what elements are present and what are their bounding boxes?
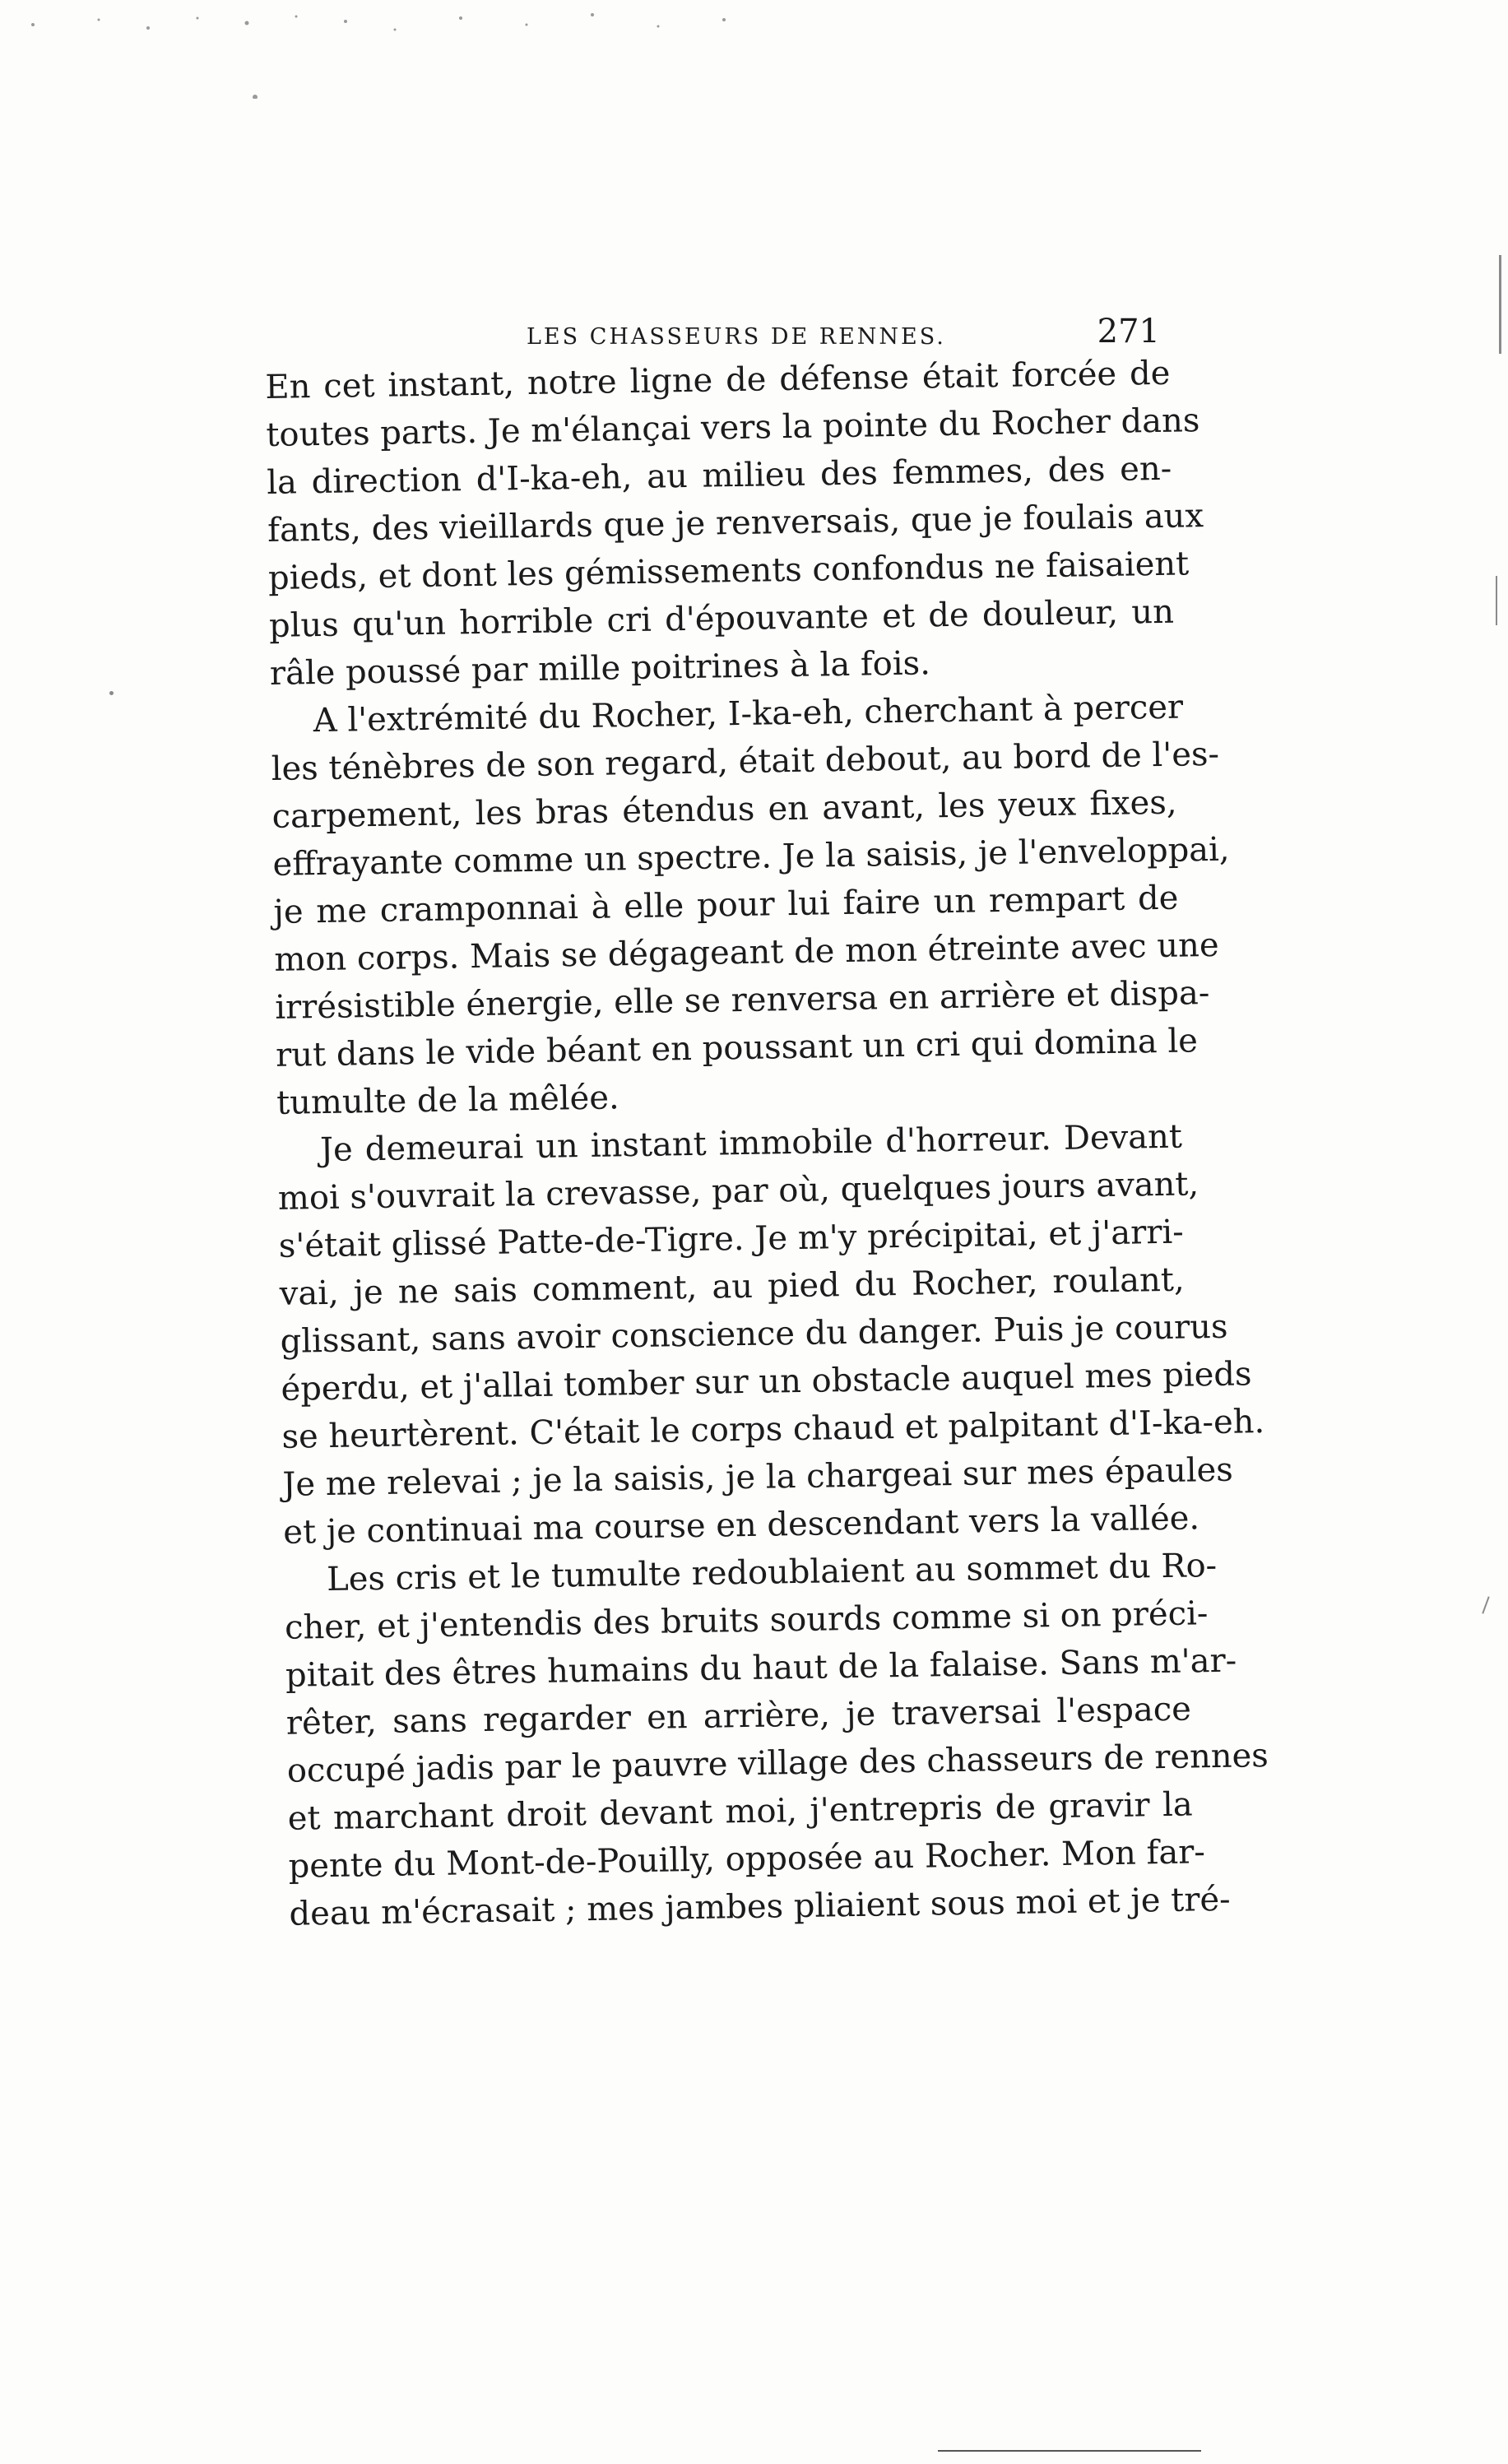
text-line: glissant, sans avoir conscience du danger. Puis je courus	[280, 1307, 1228, 1361]
text-line: toutes parts. Je m'élançai vers la pointe du Rocher dans	[266, 401, 1200, 454]
text-line: éperdu, et j'allai tomber sur un obstacle auquel mes pieds	[281, 1355, 1252, 1408]
margin-mark	[109, 691, 114, 695]
paragraph-3	[277, 1113, 1265, 1557]
text-line: s'était glissé Patte-de-Tigre. Je m'y précipitai, et j'arri-	[278, 1213, 1185, 1265]
text-line: mon corps. Mais se dégageant de mon étreinte avec une	[274, 926, 1219, 979]
paragraph-4	[284, 1543, 1269, 1938]
text-line: moi s'ouvrait la crevasse, par où, quelques jours avant,	[277, 1165, 1199, 1218]
margin-mark	[1482, 1596, 1489, 1613]
text-line: les ténèbres de son regard, était debout, au bord de l'es-	[271, 735, 1220, 788]
margin-mark	[1496, 576, 1497, 625]
text-line: pitait des êtres humains du haut de la falaise. Sans m'ar-	[285, 1641, 1237, 1695]
text-line: vai, je ne sais comment, au pied du Rocher, roulant,	[279, 1260, 1185, 1313]
text-line: fants, des vieillards que je renversais, que je foulais aux	[267, 497, 1204, 550]
text-line: cher, et j'entendis des bruits sourds comme si on préci-	[284, 1594, 1209, 1647]
text-line: plus qu'un horrible cri d'épouvante et de douleur, un	[268, 592, 1175, 645]
text-line: râle poussé par mille poitrines à la fois.	[269, 644, 931, 693]
text-line: effrayante comme un spectre. Je la saisis, je l'enveloppai,	[272, 830, 1230, 884]
text-line: et je continuai ma course en descendant vers la vallée.	[282, 1499, 1200, 1552]
text-line: Je me relevai ; je la saisis, je la chargeai sur mes épaules	[282, 1450, 1234, 1504]
page-number: 271	[1097, 313, 1160, 350]
text-line: deau m'écrasait ; mes jambes pliaient sous moi et je tré-	[289, 1880, 1231, 1933]
margin-mark	[1499, 255, 1501, 354]
footer-rule	[938, 2450, 1201, 2452]
text-line: carpement, les bras étendus en avant, les yeux fixes,	[271, 783, 1177, 836]
text-line: Les cris et le tumulte redoublaient au sommet du Ro-	[326, 1547, 1218, 1599]
text-line: la direction d'I-ka-eh, au milieu des femmes, des en-	[266, 449, 1172, 502]
body-text	[265, 350, 1269, 1938]
text-line: occupé jadis par le pauvre village des chasseurs de rennes	[286, 1737, 1269, 1790]
text-line: En cet instant, notre ligne de défense était forcée de	[265, 354, 1171, 406]
paragraph-1	[265, 350, 1204, 698]
text-line: pente du Mont-de-Pouilly, opposée au Rocher. Mon far-	[288, 1833, 1206, 1886]
text-line: et marchant droit devant moi, j'entrepris de gravir la	[287, 1785, 1194, 1838]
paragraph-2	[270, 684, 1230, 1127]
text-line: je me cramponnai à elle pour lui faire un rempart de	[273, 879, 1179, 931]
text-line: irrésistible énergie, elle se renversa en arrière et dispa-	[274, 974, 1210, 1027]
text-line: rut dans le vide béant en poussant un cri qui domina le	[275, 1022, 1199, 1074]
text-line: se heurtèrent. C'était le corps chaud et palpitant d'I-ka-eh.	[281, 1403, 1265, 1456]
text-line: rêter, sans regarder en arrière, je traversai l'espace	[285, 1690, 1192, 1742]
scan-specks	[0, 0, 1508, 99]
text-line: Je demeurai un instant immobile d'horreur. Devant	[319, 1117, 1183, 1170]
text-line: tumulte de la mêlée.	[276, 1079, 620, 1122]
text-line: A l'extrémité du Rocher, I-ka-eh, cherchant à percer	[313, 688, 1184, 740]
text-line: pieds, et dont les gémissements confondus ne faisaient	[267, 545, 1190, 597]
running-title: LES CHASSEURS DE RENNES.	[527, 324, 946, 350]
